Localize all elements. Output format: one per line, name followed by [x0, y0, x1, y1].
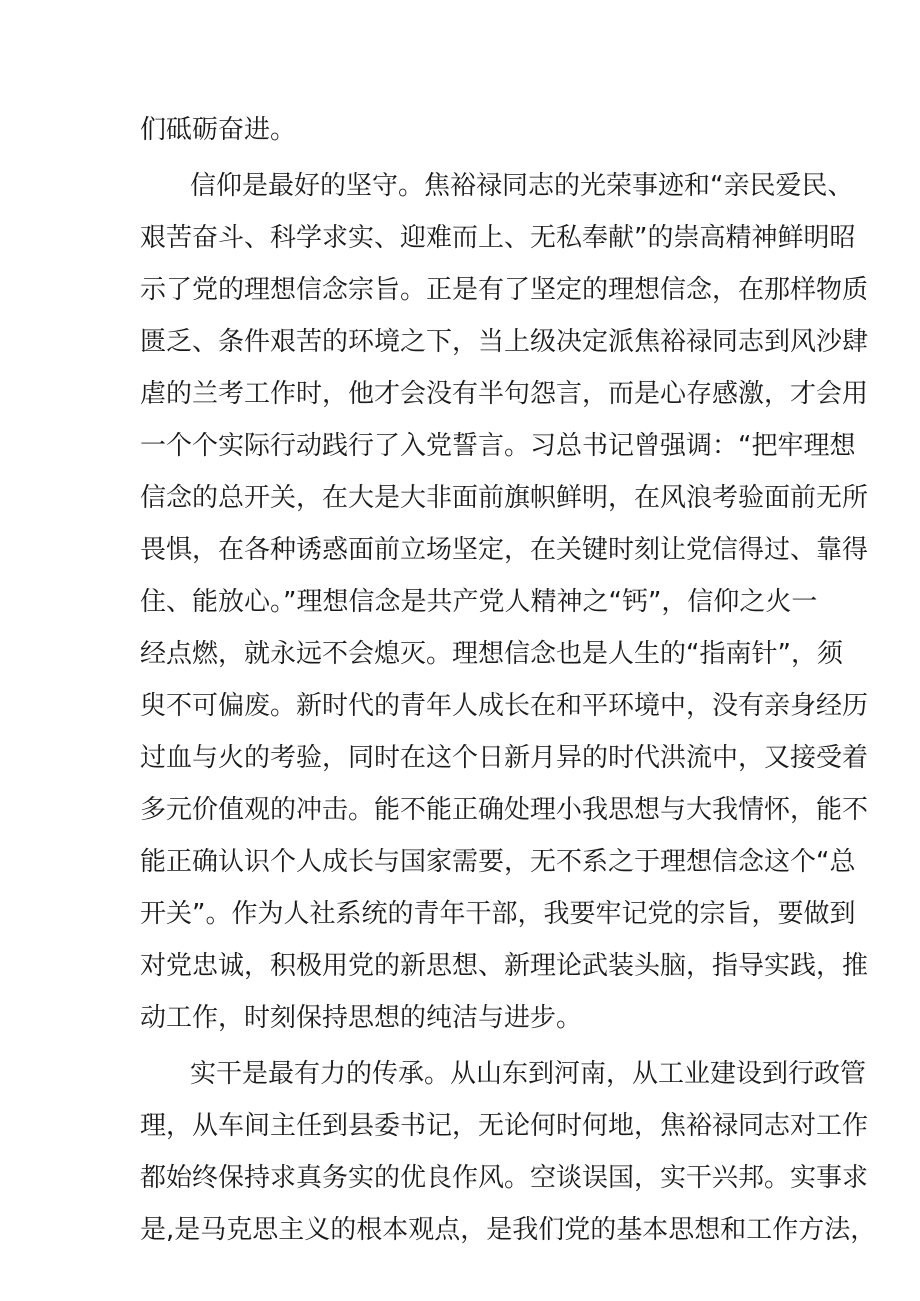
paragraph-practice-line-1: 实干是最有力的传承。从山东到河南，从工业建设到行政管 — [190, 1059, 867, 1089]
paragraph-faith-line-11: 臾不可偏废。新时代的青年人成长在和平环境中，没有亲身经历 — [140, 691, 869, 721]
paragraph-practice-line-2: 理，从车间主任到县委书记，无论何时何地，焦裕禄同志对工作 — [140, 1111, 869, 1141]
paragraph-faith-line-15: 开关”。作为人社系统的青年干部，我要牢记党的宗旨，要做到 — [140, 899, 856, 929]
paragraph-faith-line-8: 畏惧，在各种诱惑面前立场坚定，在关键时刻让党信得过、靠得 — [140, 535, 869, 565]
paragraph-practice-line-4: 是,是马克思主义的根本观点，是我们党的基本思想和工作方法， — [140, 1215, 877, 1245]
paragraph-faith-line-9: 住、能放心。”理想信念是共产党人精神之“钙”，信仰之火一 — [140, 587, 818, 617]
paragraph-faith-line-2: 艰苦奋斗、科学求实、迎难而上、无私奉献”的崇高精神鲜明昭 — [140, 223, 856, 253]
text-line-1: 们砥砺奋进。 — [140, 115, 297, 145]
paragraph-faith-line-12: 过血与火的考验，同时在这个日新月异的时代洪流中，又接受着 — [140, 743, 869, 773]
paragraph-faith-line-10: 经点燃，就永远不会熄灭。理想信念也是人生的“指南针”，须 — [140, 639, 843, 669]
paragraph-faith-line-5: 虐的兰考工作时，他才会没有半句怨言，而是心存感激，才会用 — [140, 379, 869, 409]
paragraph-faith-line-1: 信仰是最好的坚守。焦裕禄同志的光荣事迹和“亲民爱民、 — [190, 171, 854, 201]
paragraph-faith-line-7: 信念的总开关，在大是大非面前旗帜鲜明，在风浪考验面前无所 — [140, 483, 869, 513]
paragraph-faith-line-4: 匮乏、条件艰苦的环境之下，当上级决定派焦裕禄同志到风沙肆 — [140, 327, 869, 357]
paragraph-faith-line-17: 动工作，时刻保持思想的纯洁与进步。 — [140, 1003, 583, 1033]
paragraph-faith-line-14: 能正确认识个人成长与国家需要，无不系之于理想信念这个“总 — [140, 847, 856, 877]
paragraph-faith-line-6: 一个个实际行动践行了入党誓言。习总书记曾强调：“把牢理想 — [140, 431, 856, 461]
paragraph-faith-line-16: 对党忠诚，积极用党的新思想、新理论武装头脑，指导实践，推 — [140, 951, 869, 981]
paragraph-practice-line-3: 都始终保持求真务实的优良作风。空谈误国，实干兴邦。实事求 — [140, 1163, 869, 1193]
paragraph-faith-line-3: 示了党的理想信念宗旨。正是有了坚定的理想信念，在那样物质 — [140, 275, 869, 305]
paragraph-faith-line-13: 多元价值观的冲击。能不能正确处理小我思想与大我情怀，能不 — [140, 795, 869, 825]
